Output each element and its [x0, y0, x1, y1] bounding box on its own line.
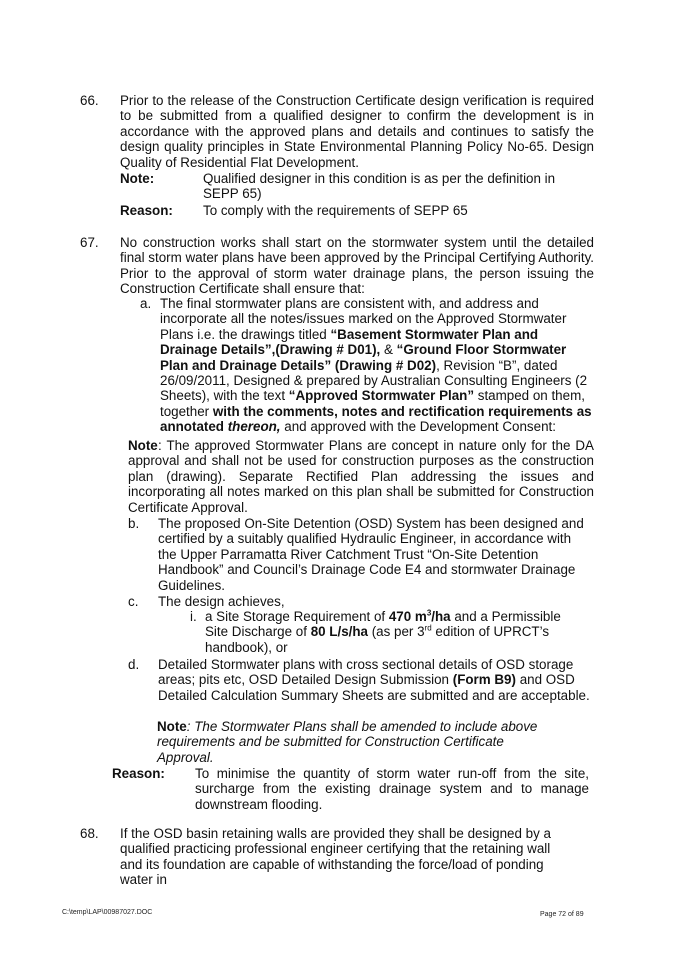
item-b-label: b. — [128, 516, 140, 531]
note-text: : The approved Stormwater Plans are concept in nature only for the DA approval and shall not be used for construction purposes as the construction plan (drawing). Separate Rectified Plan addressing the issues and incorporating all notes marked on this plan shall be submitted for Construction Certificate Approval. — [128, 438, 594, 515]
reason-text: To comply with the requirements of SEPP 65 — [203, 203, 468, 218]
note-label: Note: — [120, 171, 155, 186]
reason-label: Reason: — [120, 203, 173, 218]
reason-text: To minimise the quantity of storm water run-off from the site, surcharge from the existing drainage system and to manage downstream flooding. — [195, 766, 589, 812]
item-d-text: Detailed Stormwater plans with cross sectional details of OSD storage areas; pits etc, OSD Detailed Design Submission (Form B9) and OSD Detailed Calculation Summary Sheets are submitted and are acceptable. — [158, 657, 590, 703]
condition-68-text: If the OSD basin retaining walls are provided they shall be designed by a qualified practicing professional engineer certifying that the retaining wall and its foundation are capable of withstanding the force/load of ponding water in — [120, 826, 551, 888]
item-b-text: The proposed On-Site Detention (OSD) System has been designed and certified by a suitably qualified Hydraulic Engineer, in accordance with the Upper Parramatta River Catchment Trust “On-Site Detention Handbook” and Council’s Drainage Code E4 and stormwater Drainage Guidelines. — [158, 516, 584, 593]
item-ci-label: i. — [190, 609, 197, 624]
item-a-label: a. — [140, 296, 152, 311]
item-d-label: d. — [128, 657, 140, 672]
condition-number-67: 67. — [80, 235, 99, 250]
item-c-label: c. — [128, 594, 139, 609]
item-a-text: The final stormwater plans are consistent with, and address and incorporate all the notes/issues marked on the Approved Stormwater Plans i.e. the drawings titled “Basement Stormwater Plan and Drainage Details”,(Drawing # D01), & “Ground Floor Stormwater Plan and Drainage Details” (Drawing # D02), Revision “B”, dated 26/09/2011, Designed & prepared by Australian Consulting Engineers (2 Sheets), with the text “Approved Stormwater Plan” stamped on them, together with the comments, notes and rectification requirements as annotated thereon, and approved with the Development Consent: — [160, 296, 592, 435]
condition-number-68: 68. — [80, 826, 99, 841]
footer-page-number: Page 72 of 89 — [540, 911, 584, 918]
condition-66-text: Prior to the release of the Construction Certificate design verification is required to be submitted from a qualified designer to confirm the development is in accordance with the approved plans and details and continues to satisfy the design quality principles in State Environmental Planning Policy No-65. Design Quality of Residential Flat Development. — [120, 93, 594, 170]
note-label: Note — [128, 438, 158, 453]
item-c-text: The design achieves, — [158, 594, 285, 609]
note-text: : The Stormwater Plans shall be amended to include above requirements and be submitted for Construction Certificate Approval. — [157, 719, 538, 765]
condition-67-intro: No construction works shall start on the stormwater system until the detailed final storm water plans have been approved by the Principal Certifying Authority. Prior to the approval of storm water drainage plans, the person issuing the Construction Certificate shall ensure that: — [120, 235, 594, 297]
note-label: Note — [157, 719, 187, 734]
note-text: Qualified designer in this condition is as per the definition in SEPP 65) — [203, 171, 556, 202]
footer-file-path: C:\temp\LAP\00987027.DOC — [62, 909, 153, 916]
condition-number-66: 66. — [80, 93, 99, 108]
reason-label: Reason: — [112, 766, 165, 781]
item-ci-text: a Site Storage Requirement of 470 $m^3/ha$ and a Permissible Site Discharge of 80 L/s/ha (as per 3rd edition of UPRCT’s handbook), or — [205, 608, 561, 655]
